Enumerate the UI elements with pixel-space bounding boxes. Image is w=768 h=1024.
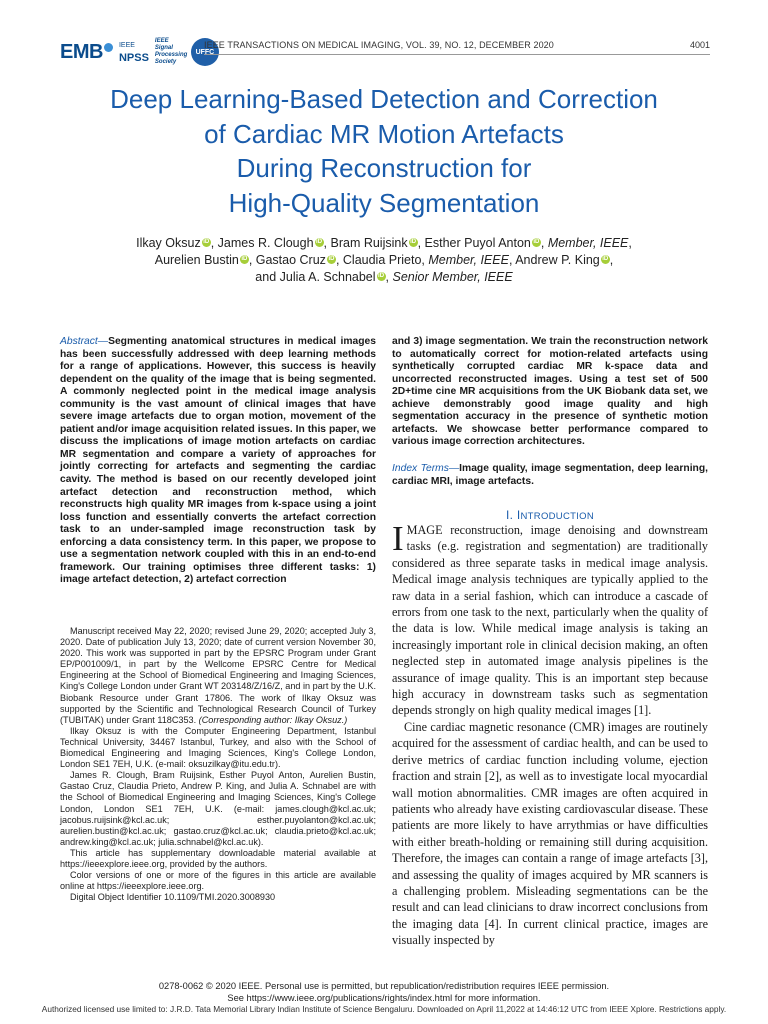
signal-processing-logo: IEEE Signal Processing Society <box>154 38 188 65</box>
author-membership: Member, IEEE <box>428 253 509 267</box>
author-name: Ilkay Oksuz <box>136 236 201 250</box>
author-name: , Bram Ruijsink <box>323 236 408 250</box>
footnote-supplementary: This article has supplementary downloadable material available at https://ieeexplore.ieee.org, provided by the authors. <box>60 847 376 869</box>
footnote-affiliation: Ilkay Oksuz is with the Computer Engineering Department, Istanbul Technical University, 34467 Istanbul, Turkey, and also with the School of Biomedical Engineering and Imaging Sciences, King's College London, London SE1 7EH, U.K. (e-mail: oksuzilkay@itu.edu.tr). <box>60 725 376 770</box>
author-name: , Gastao Cruz <box>248 253 326 267</box>
society-logos <box>60 34 219 70</box>
page-header <box>60 34 710 70</box>
body-paragraph: IMAGE reconstruction, image denoising and downstream tasks (e.g. registration and segmentation) are traditionally considered as three separate tasks in medical image analysis. Medical image analysis techniques are typically applied to the raw data in a serial fashion, which can introduce a cascade of errors from one task to the next, particularly when the quality of the data is low. While medical image analysis is taking an increasingly important role in clinical decision making, an often neglected step in automated image analysis pipelines is the assurance of image quality. This is an important step because high accuracy in downstream tasks such as segmentation depends strongly on high quality medical images [1]. <box>392 519 708 718</box>
author-membership: Member, IEEE <box>547 236 629 250</box>
introduction-body <box>392 519 708 949</box>
drop-cap: I <box>392 519 404 558</box>
footnote-affiliation: James R. Clough, Bram Ruijsink, Esther Puyol Anton, Aurelien Bustin, Gastao Cruz, Claudia Prieto, Andrew P. King, and Julia A. Schnabel are with the School of Biomedical Engineering and Imaging Sciences, King's College London, London SE1 7EH, U.K. (e-mail: james.clough@kcl.ac.uk; jacobus.ruijsink@kcl.ac.uk; esther.puyolanton@kcl.ac.uk; aurelien.bustin@kcl.ac.uk; gastao.cruz@kcl.ac.uk; claudia.prieto@kcl.ac.uk; andrew.king@kcl.ac.uk; julia.schnabel@kcl.ac.uk). <box>60 770 376 847</box>
journal-running-head: IEEE TRANSACTIONS ON MEDICAL IMAGING, VOL. 39, NO. 12, DECEMBER 2020 <box>204 40 554 50</box>
orcid-icon[interactable]: iD <box>328 256 335 262</box>
title-line: During Reconstruction for <box>236 153 532 183</box>
emb-logo: EMB <box>60 41 113 64</box>
orcid-icon[interactable]: iD <box>410 239 417 245</box>
first-page-footnotes <box>60 626 376 903</box>
index-terms-label: Index Terms— <box>392 463 460 474</box>
author-name: , Claudia Prieto, <box>335 253 429 267</box>
orcid-icon[interactable]: iD <box>203 239 210 245</box>
abstract-label: Abstract— <box>60 336 109 347</box>
paper-title <box>40 82 728 220</box>
header-rule <box>204 54 710 55</box>
uffc-logo: UFFC <box>191 38 219 66</box>
title-line: Deep Learning-Based Detection and Correction <box>110 84 658 114</box>
orcid-icon[interactable]: iD <box>241 256 248 262</box>
section-heading-introduction: I. INTRODUCTION <box>505 508 595 522</box>
orcid-icon[interactable]: iD <box>378 273 385 279</box>
index-terms-text: Image quality, image segmentation, deep learning, cardiac MRI, image artefacts. <box>392 463 708 487</box>
author-list <box>40 235 728 286</box>
license-banner: Authorized licensed use limited to: J.R.D. Tata Memorial Library Indian Institute of Science Bengaluru. Downloaded on April 11,2022 at 14:46:12 UTC from IEEE Xplore. Restrictions apply. <box>41 1004 727 1014</box>
orcid-icon[interactable]: iD <box>533 239 540 245</box>
abstract-left <box>60 336 376 587</box>
page-number: 4001 <box>689 40 710 50</box>
title-line: of Cardiac MR Motion Artefacts <box>204 118 564 149</box>
author-line: Ilkay Oksuz iD , James R. Clough iD , Bram Ruijsink iD , Esther Puyol Anton iD , Member, IEEE, <box>136 236 632 250</box>
npss-logo: IEEE NPSS <box>118 42 149 64</box>
body-paragraph: Cine cardiac magnetic resonance (CMR) images are routinely acquired for the assessment of cardiac health, and can be used to derive metrics of cardiac function including volume, ejection fraction and strain [2], as well as to investigate local myocardial wall motion abnormalities. CMR images are often acquired in patients who already have existing cardiovascular disease. These patients are more likely to have arrythmias or have difficulties with either breath-holding or remaining still during acquisition. Therefore, the images can contain a range of image artefacts [3], and assessing the quality of images acquired by MR scanners is a challenging problem. Misleading segmentations can be the result and can lead clinicians to draw incorrect conclusions from the imaging data [4]. In current clinical practice, images are visually inspected by <box>392 719 708 948</box>
footnote-doi: Digital Object Identifier 10.1109/TMI.2020.3008930 <box>70 892 276 903</box>
orcid-icon[interactable]: iD <box>316 239 323 245</box>
title-line: High-Quality Segmentation <box>228 187 540 218</box>
copyright-notice: 0278-0062 © 2020 IEEE. Personal use is permitted, but republication/redistribution requires IEEE permission. See https://www.ieee.org/publications/rights/index.html for more information. <box>158 981 610 1003</box>
author-line: Aurelien Bustin iD , Gastao Cruz iD , Claudia Prieto, Member, IEEE, Andrew P. King iD , <box>154 253 614 267</box>
author-line: and Julia A. Schnabel iD , Senior Member, IEEE <box>255 270 513 284</box>
author-name: and Julia A. Schnabel <box>255 270 376 284</box>
author-membership: Senior Member, IEEE <box>392 270 513 284</box>
footnote-manuscript: Manuscript received May 22, 2020; revised June 29, 2020; accepted July 3, 2020. Date of publication July 13, 2020; date of current version November 30, 2020. This work was supported in part by the EPSRC Program under Grant EP/P001009/1, in part by the Wellcome EPSRC Centre for Medical Engineering at the School of Biomedical Engineering and Imaging Sciences, King's College London under Grant WT 203148/Z/16/Z, and in part by the U.K. Biobank Resource under Grant 17806. The work of Ilkay Oksuz was supported by the Scientific and Technological Research Council of Turkey (TUBITAK) under Grant 118C353. (Corresponding author: Ilkay Oksuz.) <box>60 626 376 725</box>
abstract-text: Segmenting anatomical structures in medical images has been successfully addressed with deep learning methods for a range of applications. However, this success is heavily dependent on the quality of the image that is being segmented. A commonly neglected point in the medical image analysis community is the vast amount of clinical images that have severe image artefacts due to organ motion, movement of the patient and/or image acquisition related issues. In this paper, we discuss the implications of image motion artefacts on cardiac MR segmentation and compare a variety of approaches for jointly correcting for artefacts and segmenting the cardiac cavity. The method is based on our recently developed joint artefact detection and reconstruction method, which reconstructs high quality MR images from k-space using a joint loss function and essentially converts the artefact correction task to an under-sampled image reconstruction task by enforcing a data consistency term. In this paper, we propose to use a segmentation network coupled with this in an end-to-end framework. Our training optimises three different tasks: 1) image artefact detection, 2) artefact correction <box>60 336 376 586</box>
author-name: Aurelien Bustin <box>154 253 239 267</box>
footnote-color: Color versions of one or more of the figures in this article are available online at https://ieeexplore.ieee.org. <box>60 870 376 892</box>
index-terms <box>392 463 708 488</box>
author-name: , James R. Clough <box>210 236 314 250</box>
author-name: , Andrew P. King <box>508 253 600 267</box>
abstract-right: and 3) image segmentation. We train the reconstruction network to automatically correct for motion-related artefacts using synthetically corrupted cardiac MR k-space data and uncorrected reconstructed images. Using a test set of 500 2D+time cine MR acquisitions from the UK Biobank data set, we achieve demonstrably good image quality and high segmentation accuracy in the presence of synthetic motion artefacts. We showcase better performance compared to various image correction architectures. <box>392 336 708 448</box>
author-name: , Esther Puyol Anton <box>417 236 531 250</box>
orcid-icon[interactable]: iD <box>602 256 609 262</box>
